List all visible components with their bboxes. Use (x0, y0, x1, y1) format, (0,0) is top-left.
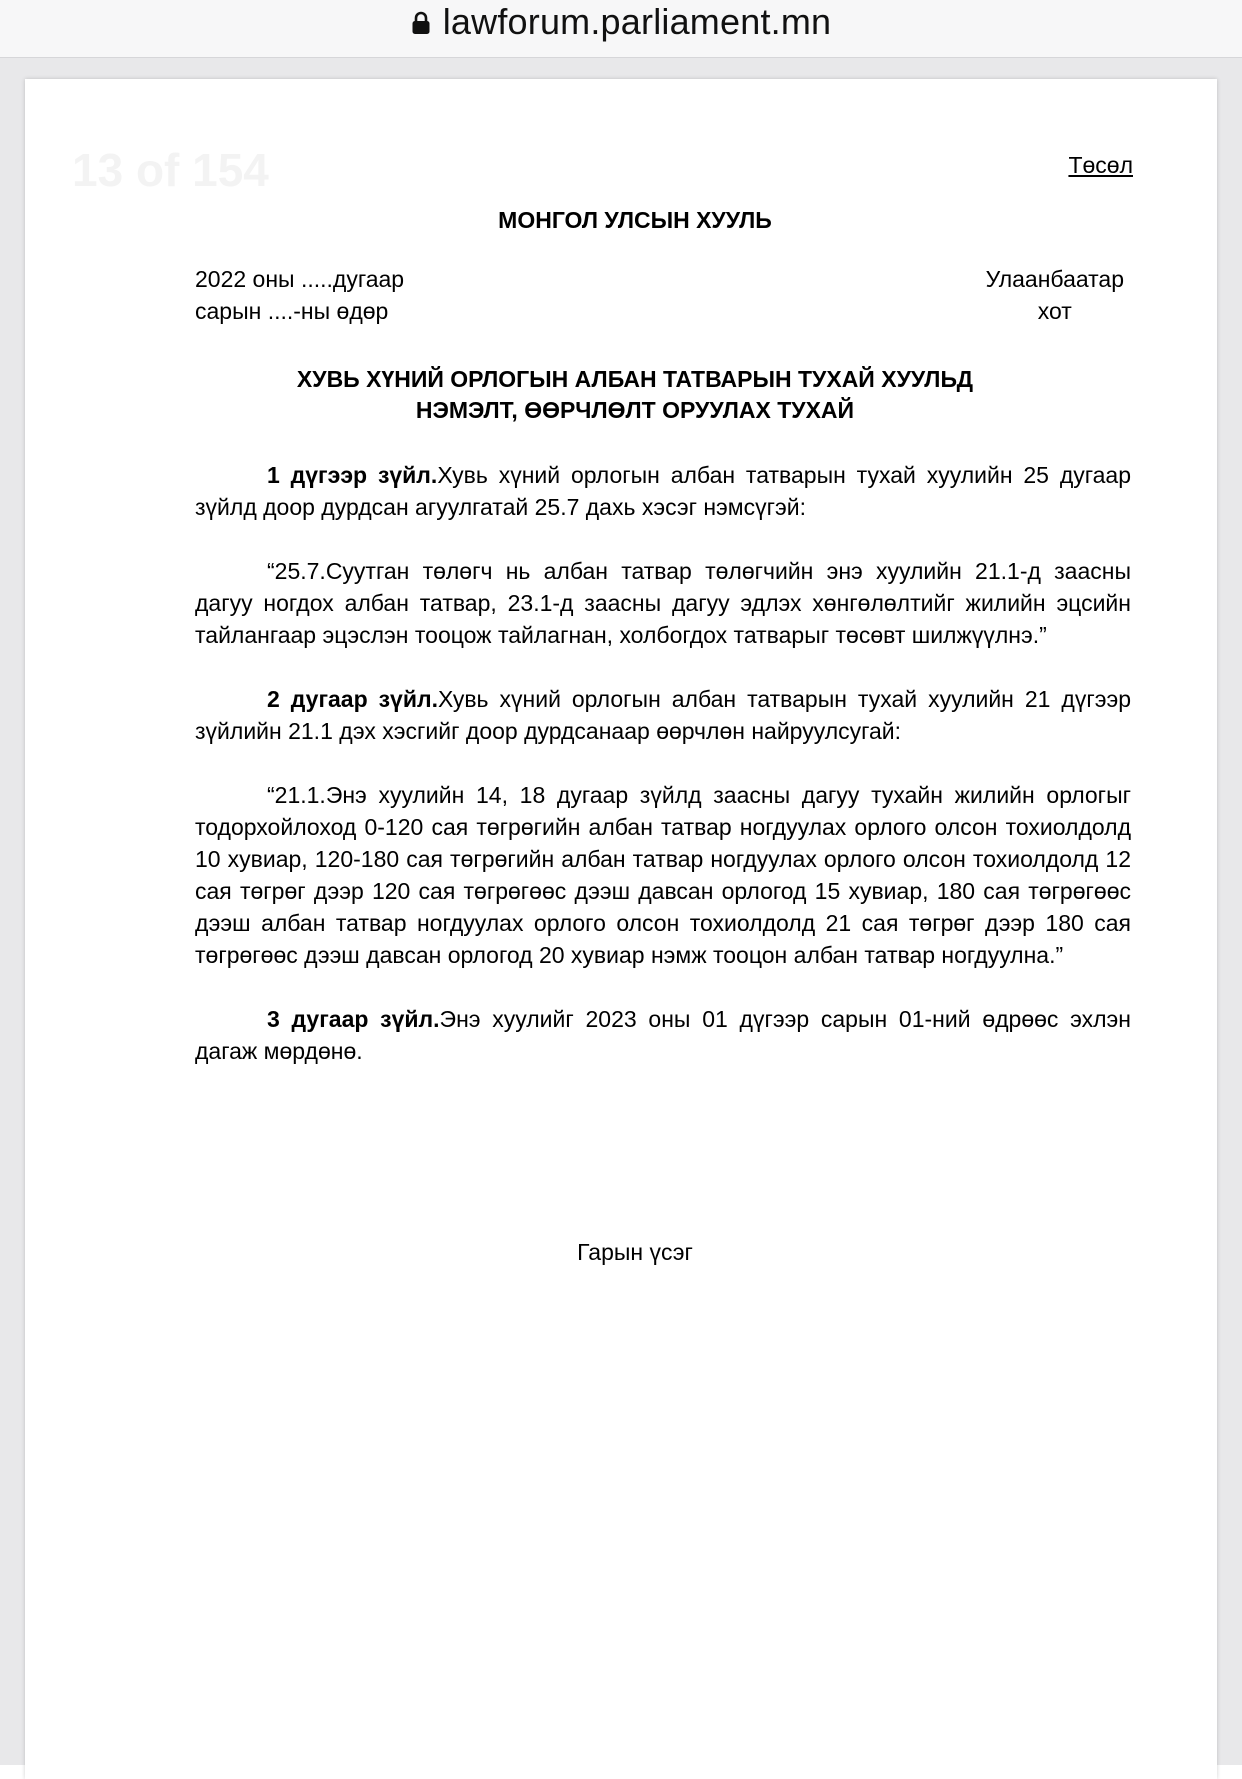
date-line-2: сарын ....-ны өдөр (195, 298, 389, 324)
article-3 (195, 1003, 1131, 1067)
draft-label: Төсөл (1068, 152, 1133, 178)
article-3-title: 3 дугаар зүйл. (267, 1006, 440, 1032)
article-1-text: Хувь хүний орлогын албан татварын тухай хуулийн 25 дугаар зүйлд доор дурдсан агуулгатай 25.7 дахь хэсэг нэмсүгэй: (195, 462, 1132, 520)
article-3-text: Энэ хуулийг 2023 оны 01 дүгээр сарын 01-ний өдрөөс эхлэн дагаж мөрдөнө. (195, 1006, 1131, 1064)
address-bar-content[interactable] (0, 0, 1242, 44)
place-line-2: хот (1037, 298, 1072, 324)
article-2-title: 2 дугаар зүйл. (267, 686, 438, 712)
article-1-title: 1 дүгээр зүйл. (267, 462, 438, 488)
lock-icon (411, 11, 431, 35)
date-block (195, 263, 404, 327)
address-bar[interactable] (0, 0, 1242, 58)
article-1-quote: “25.7.Суутган төлөгч нь албан татвар төлөгчийн энэ хуулийн 21.1-д заасны дагуу ногдох албан татвар, 23.1-д заасны дагуу эдлэх хөнгөлөлтийг жилийн эцсийн тайлангаар эцэслэн тооцож тайлагнан, холбогдох татварыг төсөвт шилжүүлнэ.” (195, 558, 1131, 648)
place-line-1: Улаанбаатар (985, 266, 1124, 292)
page-counter: 13 of 154 (72, 144, 269, 196)
article-2 (195, 683, 1131, 747)
heading-line-1: ХУВЬ ХҮНИЙ ОРЛОГЫН АЛБАН ТАТВАРЫН ТУХАЙ ХУУЛЬД (296, 366, 974, 392)
date-line-1: 2022 оны .....дугаар (195, 266, 405, 292)
heading-line-2: НЭМЭЛТ, ӨӨРЧЛӨЛТ ОРУУЛАХ ТУХАЙ (415, 397, 855, 423)
document-heading (25, 364, 1217, 426)
url-text[interactable]: lawforum.parliament.mn (442, 1, 832, 42)
document-page (25, 79, 1217, 1779)
place-block (986, 263, 1124, 327)
article-2-text: Хувь хүний орлогын албан татварын тухай хуулийн 21 дүгээр зүйлийн 21.1 дэх хэсгийг доор дурдсанаар өөрчлөн найруулсугай: (195, 686, 1131, 744)
pdf-viewer[interactable] (0, 58, 1242, 1765)
law-title: МОНГОЛ УЛСЫН ХУУЛЬ (498, 207, 772, 233)
article-1 (195, 459, 1131, 523)
signature-label: Гарын үсэг (577, 1239, 693, 1265)
article-2-quote: “21.1.Энэ хуулийн 14, 18 дугаар зүйлд заасны дагуу тухайн жилийн орлогыг тодорхойлоход 0-120 сая төгрөгийн албан татвар ногдуулах орлого олсон тохиолдолд 10 хувиар, 120-180 сая төгрөгийн албан татвар ногдуулах орлого олсон тохиолдолд 12 сая төгрөг дээр 120 сая төгрөгөөс дээш давсан орлогод 15 хувиар, 180 сая төгрөгөөс дээш албан татвар ногдуулах орлого олсон тохиолдолд 21 сая төгрөг дээр 180 сая төгрөгөөс дээш давсан орлогод 20 хувиар нэмж тооцон албан татвар ногдуулна.” (195, 782, 1131, 968)
document-body (195, 459, 1131, 1099)
